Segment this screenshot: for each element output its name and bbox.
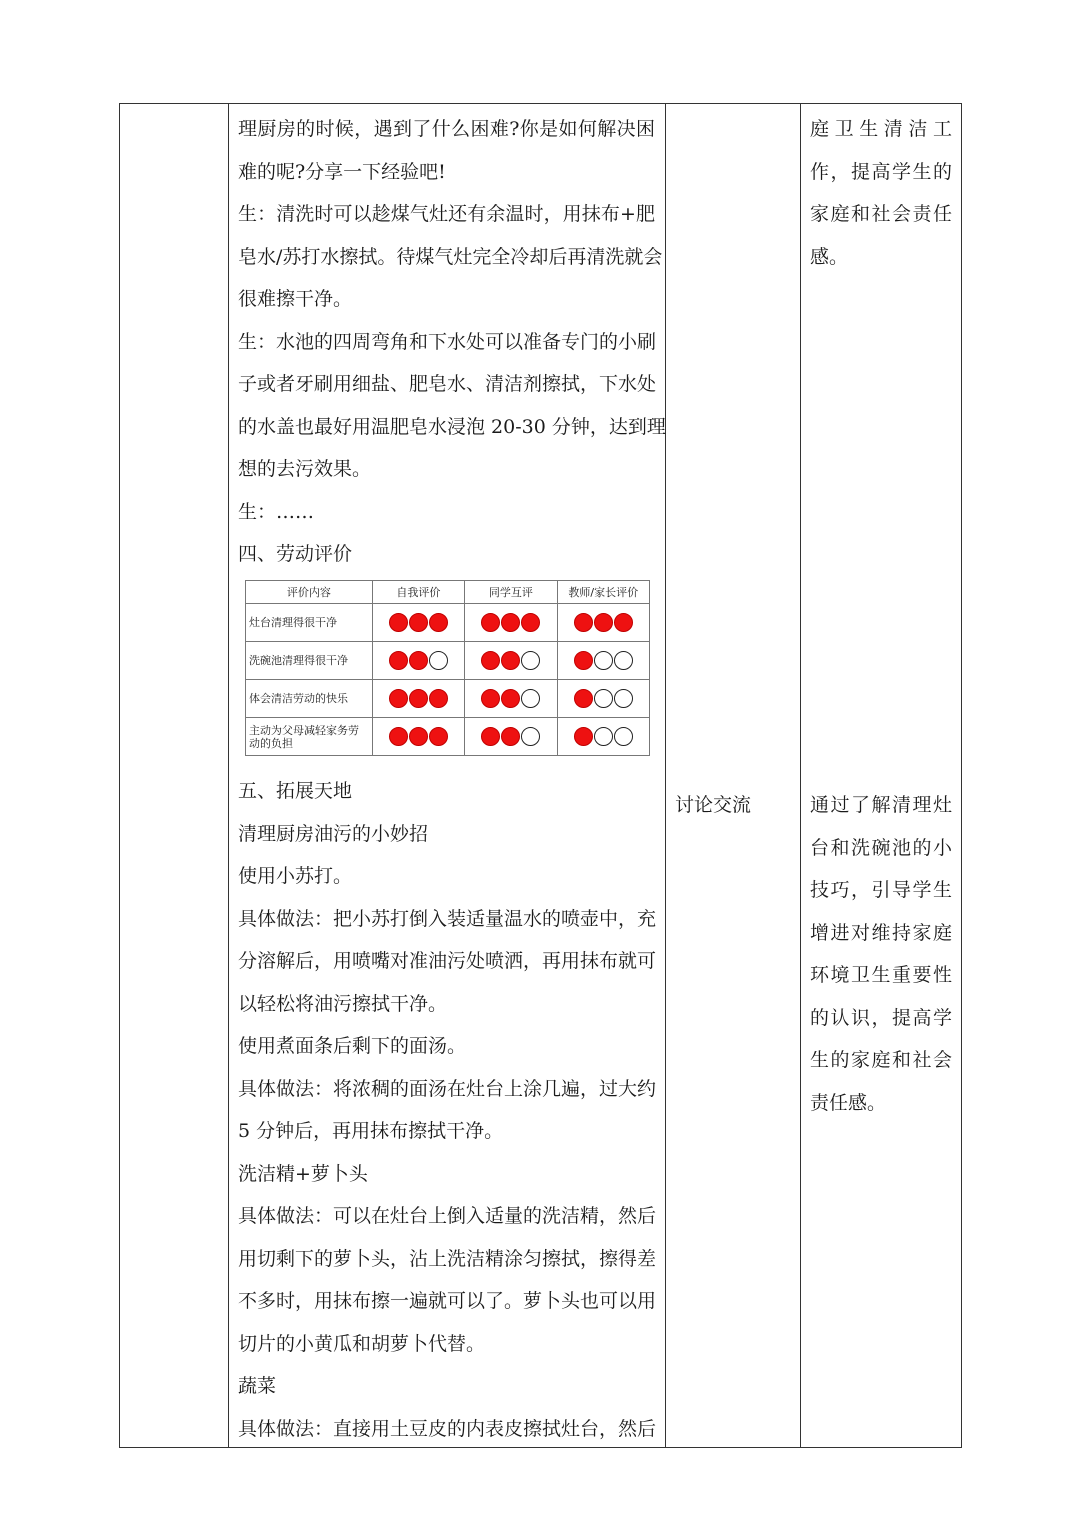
text-line: 分溶解后，用喷嘴对准油污处喷洒，再用抹布就可 <box>238 950 657 972</box>
intent-text-top <box>810 108 952 278</box>
filled-circle-icon <box>501 651 520 670</box>
activity-text-bottom <box>238 770 655 1450</box>
text-line: 皂水/苏打水擦拭。待煤气灶完全冷却后再清洗就会 <box>238 245 663 268</box>
column-divider <box>800 104 801 1447</box>
empty-circle-icon <box>521 651 540 670</box>
filled-circle-icon <box>389 727 408 746</box>
text-line: 生的家庭和社会 <box>810 1049 952 1071</box>
lesson-table <box>119 103 962 1448</box>
text-line: 生：…… <box>238 500 315 523</box>
empty-circle-icon <box>614 689 633 708</box>
rating-cell <box>557 718 649 756</box>
text-line: 清理厨房油污的小妙招 <box>238 822 429 845</box>
column-divider <box>228 104 229 1447</box>
text-line: 不多时，用抹布擦一遍就可以了。萝卜头也可以用 <box>238 1290 657 1312</box>
text-line: 生：水池的四周弯角和下水处可以准备专门的小刷 <box>238 330 657 353</box>
text-line: 家庭和社会责任 <box>810 203 952 225</box>
evaluation-figure <box>240 580 652 765</box>
text-line: 通过了解清理灶 <box>810 794 952 816</box>
text-line: 难的呢?分享一下经验吧! <box>238 160 446 183</box>
filled-circle-icon <box>389 689 408 708</box>
evaluation-row <box>246 604 650 642</box>
text-line: 切片的小黄瓜和胡萝卜代替。 <box>238 1332 486 1355</box>
text-line: 技巧，引导学生 <box>810 879 952 901</box>
text-line: 具体做法：直接用土豆皮的内表皮擦拭灶台，然后 <box>238 1417 657 1440</box>
rating-cell <box>372 680 464 718</box>
rating-cell <box>372 718 464 756</box>
rating-cell <box>557 680 649 718</box>
text-line: 理厨房的时候，遇到了什么困难?你是如何解决困 <box>238 118 655 140</box>
evaluation-row <box>246 680 650 718</box>
filled-circle-icon <box>481 651 500 670</box>
empty-circle-icon <box>594 727 613 746</box>
text-line: 生：清洗时可以趁煤气灶还有余温时，用抹布+肥 <box>238 203 655 225</box>
filled-circle-icon <box>574 613 593 632</box>
filled-circle-icon <box>389 613 408 632</box>
empty-circle-icon <box>594 689 613 708</box>
filled-circle-icon <box>594 613 613 632</box>
evaluation-row <box>246 642 650 680</box>
filled-circle-icon <box>409 613 428 632</box>
rating-cell <box>465 680 557 718</box>
rating-cell <box>557 642 649 680</box>
evaluation-item: 体会清洁劳动的快乐 <box>246 680 373 718</box>
column-divider <box>665 104 666 1447</box>
filled-circle-icon <box>409 727 428 746</box>
text-line: 具体做法：可以在灶台上倒入适量的洗洁精，然后 <box>238 1205 657 1227</box>
text-line: 子或者牙刷用细盐、肥皂水、清洁剂擦拭，下水处 <box>238 373 657 395</box>
filled-circle-icon <box>574 727 593 746</box>
text-line: 庭卫生清洁工 <box>810 118 952 140</box>
evaluation-row <box>246 718 650 756</box>
filled-circle-icon <box>481 689 500 708</box>
text-line: 具体做法：把小苏打倒入装适量温水的喷壶中，充 <box>238 907 657 930</box>
text-line: 四、劳动评价 <box>238 543 353 565</box>
text-line: 增进对维持家庭 <box>810 921 952 944</box>
rating-cell <box>465 642 557 680</box>
evaluation-header-row <box>246 581 650 604</box>
filled-circle-icon <box>574 689 593 708</box>
empty-circle-icon <box>429 651 448 670</box>
filled-circle-icon <box>521 613 540 632</box>
empty-circle-icon <box>521 689 540 708</box>
text-line: 想的去污效果。 <box>238 458 372 480</box>
rating-cell <box>465 604 557 642</box>
filled-circle-icon <box>429 689 448 708</box>
text-line: 的认识，提高学 <box>810 1006 952 1029</box>
evaluation-header-cell: 同学互评 <box>465 581 557 604</box>
filled-circle-icon <box>614 613 633 632</box>
rating-cell <box>372 604 464 642</box>
intent-text-bottom <box>810 784 952 1124</box>
text-line: 5 分钟后，再用抹布擦拭干净。 <box>238 1120 504 1142</box>
text-line: 以轻松将油污擦拭干净。 <box>238 992 448 1015</box>
evaluation-item: 洗碗池清理得很干净 <box>246 642 373 680</box>
filled-circle-icon <box>429 613 448 632</box>
text-line: 台和洗碗池的小 <box>810 836 952 859</box>
text-line: 使用小苏打。 <box>238 865 353 887</box>
filled-circle-icon <box>481 727 500 746</box>
rating-cell <box>372 642 464 680</box>
activity-text-top <box>238 108 666 576</box>
text-line: 作，提高学生的 <box>810 160 952 183</box>
method-text: 讨论交流 <box>675 794 752 816</box>
rating-cell <box>557 604 649 642</box>
empty-circle-icon <box>594 651 613 670</box>
evaluation-header-cell: 评价内容 <box>246 581 373 604</box>
filled-circle-icon <box>501 727 520 746</box>
filled-circle-icon <box>481 613 500 632</box>
text-line: 使用煮面条后剩下的面汤。 <box>238 1035 467 1057</box>
text-line: 蔬菜 <box>238 1375 277 1397</box>
evaluation-item: 灶台清理得很干净 <box>246 604 373 642</box>
empty-circle-icon <box>521 727 540 746</box>
filled-circle-icon <box>501 613 520 632</box>
text-line: 很难擦干净。 <box>238 288 353 310</box>
text-line: 感。 <box>810 245 849 268</box>
filled-circle-icon <box>389 651 408 670</box>
filled-circle-icon <box>409 651 428 670</box>
evaluation-table <box>245 580 650 756</box>
text-line: 具体做法：将浓稠的面汤在灶台上涂几遍，过大约 <box>238 1077 657 1100</box>
filled-circle-icon <box>501 689 520 708</box>
text-line: 五、拓展天地 <box>238 780 353 802</box>
text-line: 责任感。 <box>810 1091 887 1114</box>
text-line: 环境卫生重要性 <box>810 964 952 986</box>
text-line: 的水盖也最好用温肥皂水浸泡 20-30 分钟，达到理 <box>238 415 666 438</box>
evaluation-header-cell: 自我评价 <box>372 581 464 604</box>
filled-circle-icon <box>409 689 428 708</box>
filled-circle-icon <box>429 727 448 746</box>
filled-circle-icon <box>574 651 593 670</box>
evaluation-item: 主动为父母减轻家务劳动的负担 <box>246 718 373 756</box>
empty-circle-icon <box>614 651 633 670</box>
text-line: 洗洁精+萝卜头 <box>238 1162 368 1185</box>
rating-cell <box>465 718 557 756</box>
empty-circle-icon <box>614 727 633 746</box>
text-line: 用切剩下的萝卜头，沾上洗洁精涂匀擦拭，擦得差 <box>238 1247 657 1270</box>
evaluation-header-cell: 教师/家长评价 <box>557 581 649 604</box>
